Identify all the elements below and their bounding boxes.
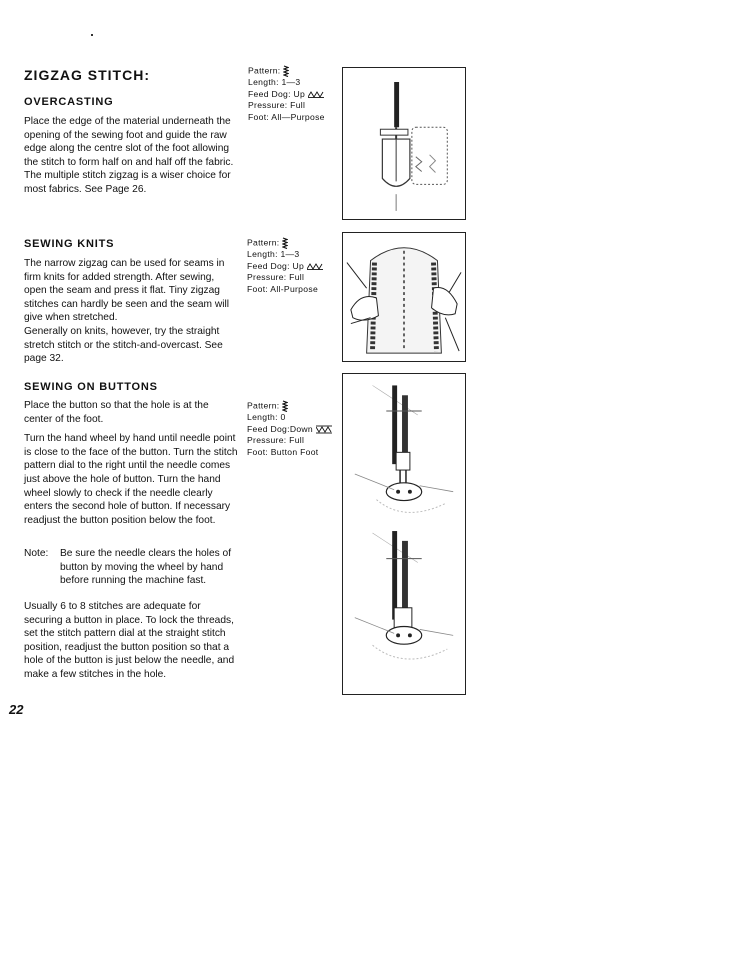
overcasting-heading: OVERCASTING — [24, 96, 114, 108]
spec-foot: Foot: All-Purpose — [247, 283, 319, 294]
buttons-paragraph: Place the button so that the hole is at the center of the foot. — [24, 400, 209, 425]
buttons-illustration — [342, 373, 466, 695]
knit-seam-drawing — [343, 233, 465, 361]
feed-dog-up-icon — [308, 90, 324, 98]
overcasting-text — [24, 115, 238, 197]
spec-feed-dog: Feed Dog: Up — [248, 88, 306, 99]
spec-length: Length: 0 — [247, 412, 286, 422]
spec-pressure: Pressure: Full — [247, 435, 305, 446]
buttons-paragraph: Usually 6 to 8 stitches are adequate for securing a button in place. To lock the threads, set the stitch pattern dial at the straight stitch position, readjust the button position so that a hole of the button is just below the needle, and make a few stitches in the hole. — [24, 601, 235, 680]
buttons-paragraph: Turn the hand wheel by hand until needle point is close to the face of the button. Turn the stitch pattern dial to the right until the needle comes just above the hole of button. Turn the hand wheel slowly to check if the needle clearly enters the second hole of button. If necessary readjust the button position below the foot. — [24, 433, 238, 526]
spec-pressure: Pressure: Full — [247, 272, 305, 283]
page-title: ZIGZAG STITCH: — [24, 67, 150, 83]
buttons-specs — [247, 400, 332, 458]
knits-text — [24, 257, 236, 366]
zigzag-pattern-icon — [283, 65, 289, 77]
spec-length: Length: 1—3 — [247, 249, 300, 259]
buttons-heading: SEWING ON BUTTONS — [24, 381, 158, 393]
zigzag-pattern-icon — [282, 400, 288, 412]
overcasting-paragraph: The multiple stitch zigzag is a wiser choice for most fabrics. See Page 26. — [24, 170, 231, 195]
stray-dot — [91, 34, 93, 36]
note-label: Note: — [24, 548, 49, 559]
spec-pattern: Pattern: — [247, 400, 280, 411]
knits-paragraph: The narrow zigzag can be used for seams in firm knits for added strength. After sewing, open the seam and press it flat. Tiny zigzag stitches can hardly be seen and the seam will give when stretched. — [24, 258, 229, 324]
overcasting-illustration — [342, 67, 466, 220]
spec-pattern: Pattern: — [247, 237, 280, 248]
spec-length: Length: 1—3 — [248, 77, 301, 87]
buttons-note — [24, 547, 240, 588]
spec-feed-dog: Feed Dog: Up — [247, 260, 305, 271]
spec-pattern: Pattern: — [248, 65, 281, 76]
knits-illustration — [342, 232, 466, 362]
knits-specs — [247, 237, 323, 295]
spec-foot: Foot: All—Purpose — [248, 111, 325, 122]
spec-feed-dog: Feed Dog:Down — [247, 423, 313, 434]
buttons-final-text — [24, 600, 238, 682]
note-text: Be sure the needle clears the holes of button by moving the wheel by hand before running the machine fast. — [60, 548, 232, 587]
spec-foot: Foot: Button Foot — [247, 446, 319, 457]
knits-heading: SEWING KNITS — [24, 238, 115, 250]
feed-dog-down-icon — [316, 425, 332, 434]
overcasting-needle-drawing — [343, 68, 465, 219]
zigzag-pattern-icon — [282, 237, 288, 249]
overcasting-specs — [248, 65, 325, 123]
knits-paragraph: Generally on knits, however, try the straight stretch stitch or the stitch-and-overcast. See page 32. — [24, 325, 223, 365]
overcasting-paragraph: Place the edge of the material underneath the opening of the sewing foot and guide the raw edge along the centre slot of the foot allowing the stitch to form half on and half off the fabric. — [24, 116, 234, 168]
feed-dog-up-icon — [307, 262, 323, 270]
page-number: 22 — [9, 702, 24, 717]
button-foot-drawing — [343, 374, 465, 694]
buttons-text — [24, 399, 238, 527]
spec-pressure: Pressure: Full — [248, 100, 306, 111]
